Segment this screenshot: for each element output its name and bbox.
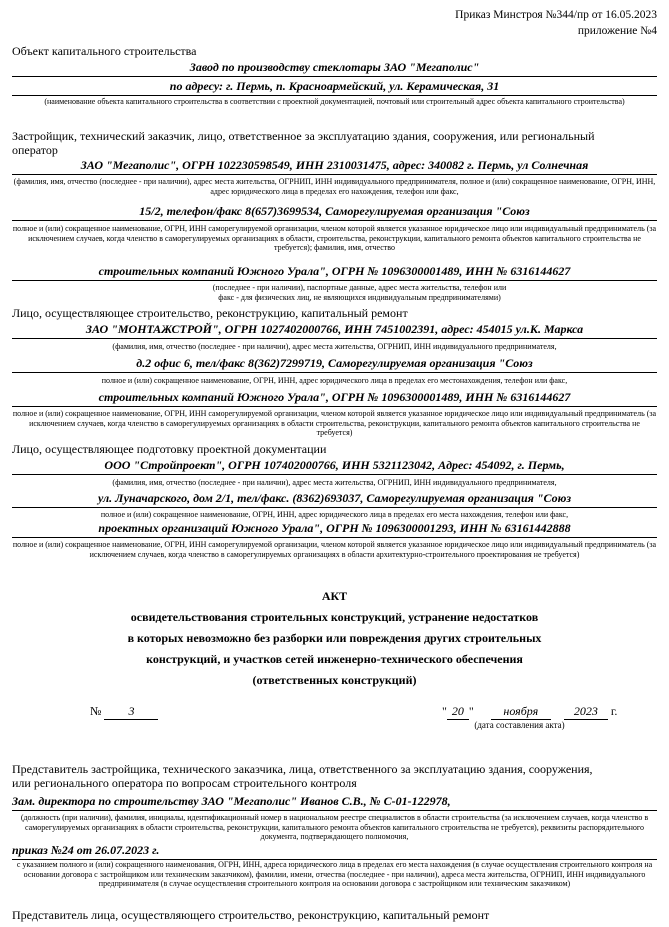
act-subtitle-1: освидетельствования строительных конструкций, устранение недостатков [130, 610, 539, 624]
act-number-row [90, 704, 158, 720]
act-title: АКТ [321, 589, 348, 603]
rep-label-2: Представитель лица, осуществляющего строительство, реконструкцию, капитальный ремонт [12, 908, 490, 922]
builder-label: Лицо, осуществляющее строительство, реконструкцию, капитальный ремонт [12, 306, 408, 320]
designer-line-2: ул. Луначарского, дом 2/1, тел/факс. (8362)693037, Саморегулируемая организация "Союз [12, 491, 657, 508]
developer-note-3: (последнее - при наличии), паспортные данные, адрес места жительства, телефон или факс - для физических лиц, не являющихся индивидуальным предпринимателями) [212, 283, 507, 302]
builder-line-3: строительных компаний Южного Урала", ОГРН № 1096300001489, ИНН № 6316144627 [12, 390, 657, 407]
object-address-field: по адресу: г. Пермь, п. Красноармейский, ул. Керамическая, 31 [12, 79, 657, 96]
date-quote-close: " [468, 704, 474, 718]
designer-line-1: ООО "Стройпроект", ОГРН 107402000766, ИНН 5321123042, Адрес: 454092, г. Пермь, [12, 458, 657, 475]
builder-note-2: полное и (или) сокращенное наименование, ОГРН, ИНН, адрес юридического лица в пределах его местонахождения, телефон или факс, [101, 376, 568, 385]
object-label: Объект капитального строительства [12, 44, 197, 58]
builder-line-2: д.2 офис 6, тел/факс 8(362)7299719, Саморегулируемая организация "Союз [12, 356, 657, 373]
builder-note-3: полное и (или) сокращенное наименование, ОГРН, ИНН саморегулируемой организации, членом которой является указанное юридическое лицо или индивидуальный предприниматель (за исключением случаев, когда членство в саморегулируемых организациях в области строительства, реконструкции, капитального ремонта объектов капитального строительства не требуется) [12, 409, 657, 437]
designer-note-1: (фамилия, имя, отчество (последнее - при наличии), адрес места жительства, ОГРНИП, ИНН индивидуального предпринимателя, [112, 478, 557, 487]
designer-note-3: полное и (или) сокращенное наименование, ОГРН, ИНН саморегулируемой организации, членом которой является указанное юридическое лицо или индивидуальный предприниматель (за исключением случаев, когда членство в саморегулируемых организациях в области архитектурно-строительного проектирования не требуется) [12, 540, 657, 559]
rep-label: Представитель застройщика, технического заказчика, лица, ответственного за эксплуатацию здания, сооружения, или регионального оператора по вопросам строительного контроля [12, 762, 593, 790]
developer-note-2: полное и (или) сокращенное наименование, ОГРН, ИНН саморегулируемой организации, членом которой является указанное юридическое лицо или индивидуальный предприниматель (за исключением случаев, когда членство в саморегулируемых организациях в области, строительства, реконструкции, капитального ремонта объектов капитального строительства не требуется); фамилия, имя, отчество [12, 224, 657, 252]
designer-line-3: проектных организаций Южного Урала", ОГРН № 1096300001293, ИНН № 63161442888 [12, 521, 657, 538]
designer-note-2: полное и (или) сокращенное наименование, ОГРН, ИНН, адрес юридического лица в пределах его места нахождения, телефон или факс, [100, 510, 569, 519]
rep-line-1: Зам. директора по строительству ЗАО "Мегаполис" Иванов С.В., № С-01-122978, [12, 794, 657, 811]
builder-note-1: (фамилия, имя, отчество (последнее - при наличии), адрес места жительства, ОГРНИП, ИНН индивидуального предпринимателя, [112, 342, 557, 351]
developer-line-3: строительных компаний Южного Урала", ОГРН № 1096300001489, ИНН № 6316144627 [12, 264, 657, 281]
act-subtitle-4: (ответственных конструкций) [252, 673, 417, 687]
designer-label: Лицо, осуществляющее подготовку проектной документации [12, 442, 327, 456]
act-day-field: 20 [447, 704, 469, 720]
object-name-field: Завод по производству стеклотары ЗАО "Мегаполис" [12, 60, 657, 77]
appendix-label: приложение №4 [577, 25, 657, 37]
builder-line-1: ЗАО "МОНТАЖСТРОЙ", ОГРН 1027402000766, ИНН 7451002391, адрес: 454015 ул.К. Маркса [12, 322, 657, 339]
act-year-field: 2023 [564, 704, 608, 720]
developer-line-2: 15/2, телефон/факс 8(657)3699534, Саморегулируемая организация "Союз [12, 204, 657, 221]
date-quote-open: " [442, 704, 447, 718]
rep-note-1: (должность (при наличии), фамилия, инициалы, идентификационный номер в национальном реестре специалистов в области строительства (за исключением случаев, когда членство в саморегулируемых организациях в области строительства, реконструкции, капитального ремонта объектов капитального строительства не требуется), реквизиты распорядительного документа, подтверждающего полномочия, [20, 813, 649, 841]
act-date-row [442, 704, 617, 720]
act-number-field: 3 [104, 704, 158, 720]
act-month-field: ноября [491, 704, 551, 720]
developer-label: Застройщик, технический заказчик, лицо, ответственное за эксплуатацию здания, сооружения, или региональный оператор [12, 129, 595, 157]
order-reference: Приказ Минстроя №344/пр от 16.05.2023 [455, 9, 657, 21]
developer-line-1: ЗАО "Мегаполис", ОГРН 102230598549, ИНН 2310031475, адрес: 340082 г. Пермь, ул Солнечная [12, 158, 657, 175]
act-date-note: (дата составления акта) [474, 720, 565, 730]
rep-note-2: с указанием полного и (или) сокращенного наименования, ОГРН, ИНН, адреса юридического лица в пределах его места нахождения (в случае осуществления строительного контроля на основании договора с застройщиком или техническим заказчиком), фамилии, имени, отчества (последнее - при наличии), адреса места жительства, ОГРНИП, ИНН индивидуального предпринимателя (в случае осуществления строительного контроля на основании договора с застройщиком или техническим заказчиком) [16, 860, 653, 888]
rep-line-2: приказ №24 от 26.07.2023 г. [12, 843, 657, 860]
act-subtitle-2: в которых невозможно без разборки или повреждения других строительных [127, 631, 542, 645]
act-subtitle-3: конструкций, и участков сетей инженерно-технического обеспечения [146, 652, 523, 666]
developer-note-1: (фамилия, имя, отчество (последнее - при наличии), адрес места жительства, ОГРНИП, ИНН индивидуального предпринимателя, полное и (или) сокращенное наименование, ОГРН, ИНН, адрес юридического лица в пределах его нахождения, телефон или факс, [13, 177, 656, 196]
act-year-suffix: г. [610, 704, 618, 718]
act-number-sign: № [90, 704, 102, 718]
object-note: (наименование объекта капитального строительства в соответствии с проектной документацией, почтовый или строительный адрес объекта капитального строительства) [44, 97, 625, 106]
